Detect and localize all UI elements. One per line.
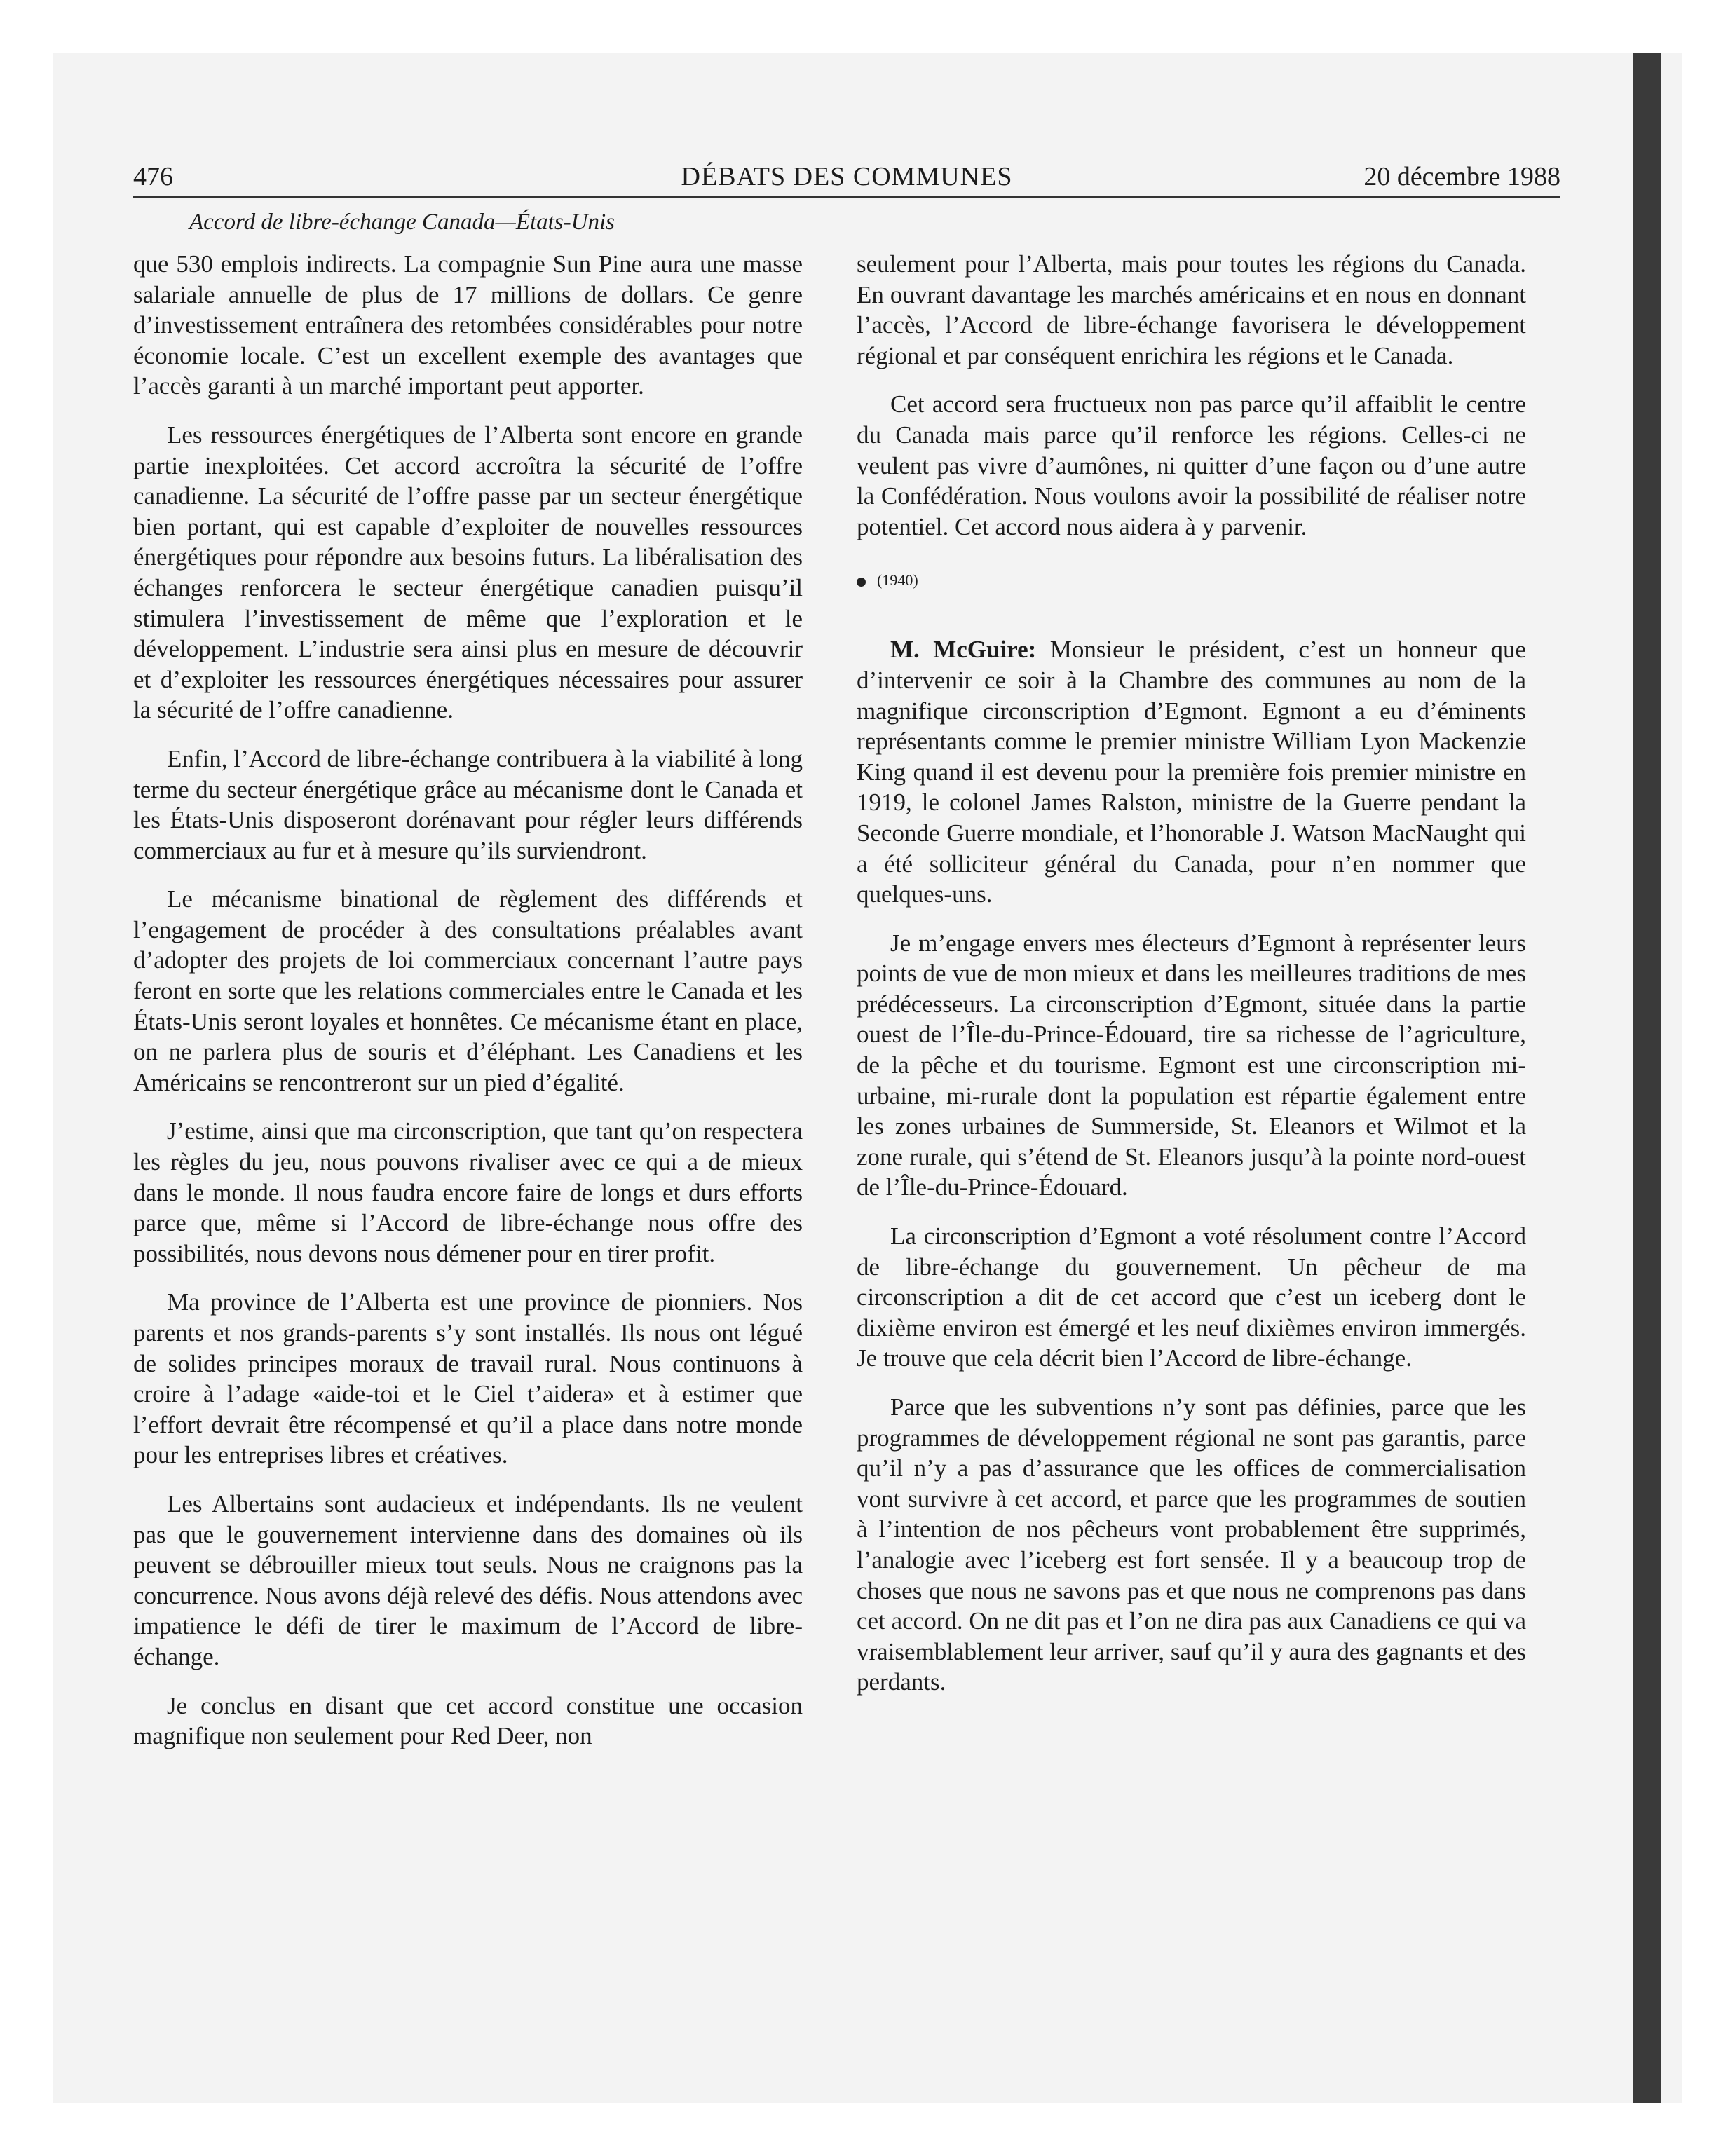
right-column	[857, 249, 1526, 1716]
paragraph: Parce que les subventions n’y sont pas définies, parce que les programmes de développement régional ne sont pas garantis, parce qu’il n’y a pas d’assurance que les offices de commercialisation vont survivre à cet accord, et parce que les programmes de soutien à l’intention de nos pêcheurs vont probablement être supprimés, l’analogie avec l’iceberg est fort sensée. Il y a beaucoup trop de choses que nous ne savons pas et que nous ne comprenons pas dans cet accord. On ne dit pas et l’on ne dira pas aux Canadiens ce qui va vraisemblablement leur arriver, sauf qu’il y aura des gagnants et des perdants.	[857, 1393, 1526, 1696]
paragraph: Ma province de l’Alberta est une province de pionniers. Nos parents et nos grands-parents s’y sont installés. Ils nous ont légué de solides principes moraux de travail rural. Nous continuons à croire à l’adage «aide-toi et le Ciel t’aidera» et à estimer que l’effort devrait être récompensé et qu’il a place dans notre monde pour les entreprises libres et créatives.	[133, 1288, 803, 1469]
paragraph: J’estime, ainsi que ma circonscription, que tant qu’on respectera les règles du jeu, nous pouvons rivaliser avec ce qui a de mieux dans le monde. Il nous faudra encore faire de longs et durs efforts parce que, même si l’Accord de libre-échange nous offre des possibilités, nous devons nous démener pour en tirer profit.	[133, 1117, 803, 1267]
publication-title: DÉBATS DES COMMUNES	[681, 162, 1013, 191]
page-number: 476	[133, 162, 173, 191]
speaker-name: M. McGuire:	[890, 636, 1037, 664]
paragraph: seulement pour l’Alberta, mais pour toutes les régions du Canada. En ouvrant davantage les marchés américains et en nous en donnant l’accès, l’Accord de libre-échange favorisera le développement régional et par conséquent enrichira les régions et le Canada.	[857, 250, 1526, 369]
left-column	[133, 249, 803, 1770]
bullet-icon	[857, 578, 866, 587]
paragraph: Les Albertains sont audacieux et indépendants. Ils ne veulent pas que le gouvernement intervienne dans des domaines où ils peuvent se débrouiller mieux tout seuls. Nous ne craignons pas la concurrence. Nous avons déjà relevé des défis. Nous attendons avec impatience le défi de tirer le maximum de l’Accord de libre-échange.	[133, 1489, 803, 1670]
page-header	[133, 160, 1560, 198]
paragraph: Cet accord sera fructueux non pas parce qu’il affaiblit le centre du Canada mais parce qu’il renforce les régions. Celles-ci ne veulent pas vivre d’aumônes, ni quitter d’une façon ou d’une autre la Confédération. Nous voulons avoir la possibilité de réaliser notre potentiel. Cet accord nous aidera à y parvenir.	[857, 390, 1526, 540]
paragraph: Je m’engage envers mes électeurs d’Egmont à représenter leurs points de vue de mon mieux et dans les meilleures traditions de mes prédécesseurs. La circonscription d’Egmont, située dans la partie ouest de l’Île-du-Prince-Édouard, tire sa richesse de l’agriculture, de la pêche et du tourisme. Egmont est une circonscription mi-urbaine, mi-rurale dont la population est répartie également entre les zones urbaines de Summerside, St. Eleanors et Wilmot et la zone rurale, qui s’étend de St. Eleanors jusqu’à la pointe nord-ouest de l’Île-du-Prince-Édouard.	[857, 929, 1526, 1201]
paragraph: Je conclus en disant que cet accord constitue une occasion magnifique non seulement pour Red Deer, non	[133, 1691, 803, 1750]
paragraph: que 530 emplois indirects. La compagnie Sun Pine aura une masse salariale annuelle de plus de 17 millions de dollars. Ce genre d’investissement entraînera des retombées considérables pour notre économie locale. C’est un excellent exemple des avantages que l’accès garanti à un marché important peut apporter.	[133, 250, 803, 400]
publication-date: 20 décembre 1988	[1363, 162, 1560, 191]
paragraph: Enfin, l’Accord de libre-échange contribuera à la viabilité à long terme du secteur énergétique grâce au mécanisme dont le Canada et les États-Unis disposeront dorénavant pour régler leurs différends commerciaux au fur et à mesure qu’ils surviendront.	[133, 744, 803, 864]
paragraph: Les ressources énergétiques de l’Alberta sont encore en grande partie inexploitées. Cet accord accroîtra la sécurité de l’offre canadienne. La sécurité de l’offre passe par un secteur énergétique bien portant, qui est capable d’exploiter de nouvelles ressources énergétiques pour répondre aux besoins futurs. La libéralisation des échanges renforcera le secteur énergétique canadien puisqu’il stimulera l’investissement de même que l’exploration et le développement. L’industrie sera ainsi plus en mesure de découvrir et d’exploiter les ressources énergétiques nécessaires pour assurer la sécurité de l’offre canadienne.	[133, 421, 803, 724]
paragraph: La circonscription d’Egmont a voté résolument contre l’Accord de libre-échange du gouvernement. Un pêcheur de ma circonscription a dit de cet accord que c’est un iceberg dont le dixième environ est émergé et les neuf dixièmes environ immergés. Je trouve que cela décrit bien l’Accord de libre-échange.	[857, 1222, 1526, 1372]
time-marker-label: (1940)	[877, 571, 918, 589]
paragraph: Le mécanisme binational de règlement des différends et l’engagement de procéder à des consultations préalables avant d’adopter des projets de loi commerciaux concernant l’autre pays feront en sorte que les relations commerciales entre le Canada et les États-Unis seront loyales et honnêtes. Ce mécanisme étant en place, on ne parlera plus de souris et d’éléphant. Les Canadiens et les Américains se rencontreront sur un pied d’égalité.	[133, 885, 803, 1096]
time-marker	[857, 570, 1526, 591]
section-subtitle: Accord de libre-échange Canada—États-Unis	[189, 210, 615, 235]
speaker-paragraph	[857, 634, 1526, 909]
speaker-text: Monsieur le président, c’est un honneur que d’intervenir ce soir à la Chambre des communes au nom de la magnifique circonscription d’Egmont. Egmont a eu d’éminents représentants comme le premier ministre William Lyon Mackenzie King quand il est devenu pour la première fois premier ministre en 1919, le colonel James Ralston, ministre de la Guerre pendant la Seconde Guerre mondiale, et l’honorable J. Watson MacNaught qui a été solliciteur général du Canada, pour n’en nommer que quelques-uns.	[857, 636, 1526, 908]
scan-edge-bar	[1633, 53, 1661, 2103]
